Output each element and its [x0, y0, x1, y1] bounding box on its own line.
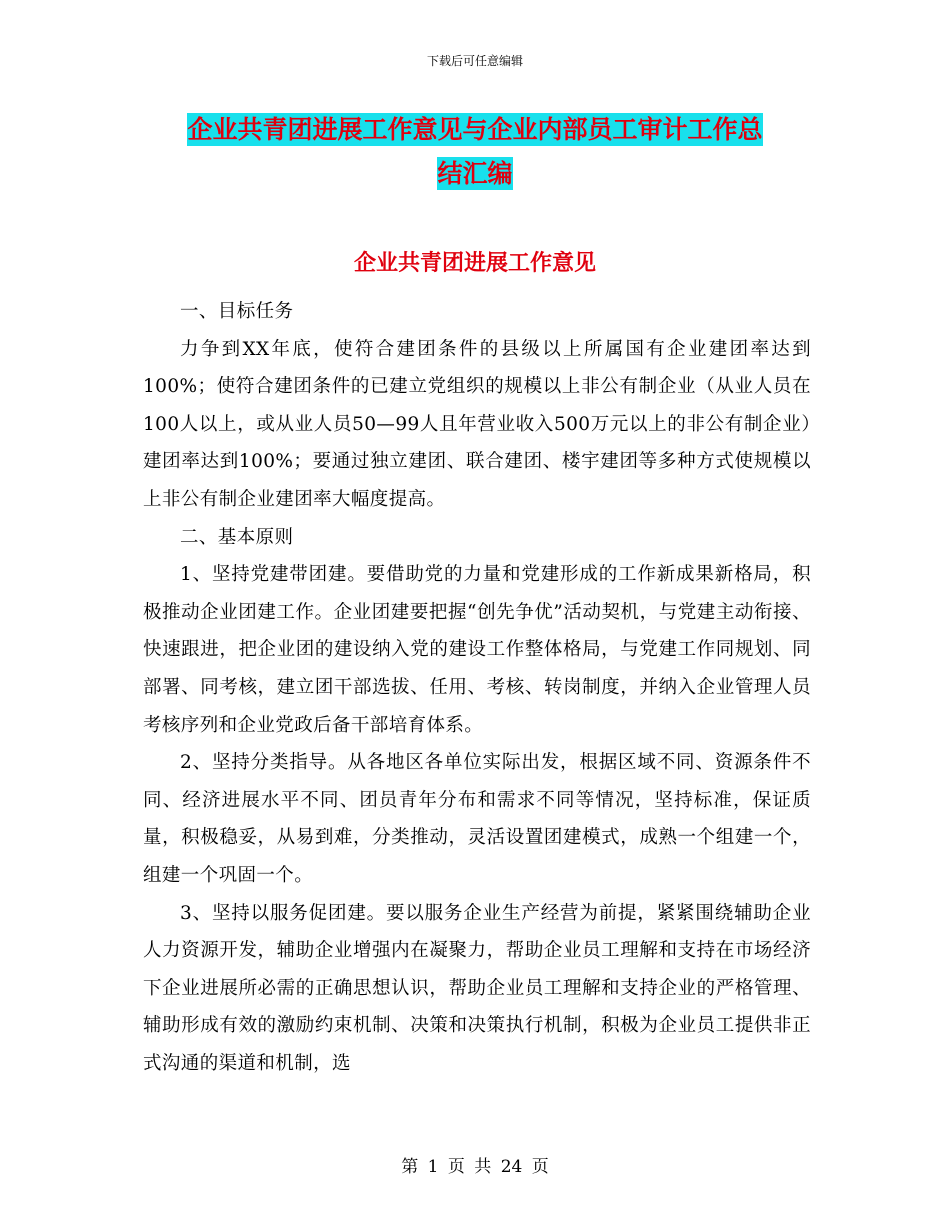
page-number-footer: 第 1 页 共 24 页 — [401, 1157, 549, 1177]
document-body — [143, 293, 811, 1082]
heading-principles: 二、基本原则 — [180, 526, 294, 548]
paragraph-principle-2: 2、坚持分类指导。从各地区各单位实际出发，根据区域不同、资源条件不同、经济进展水平不同、团员青年分布和需求不同等情况，坚持标准，保证质量，积极稳妥，从易到难，分类推动，灵活设置团建模式，成熟一个组建一个，组建一个巩固一个。 — [143, 752, 811, 886]
paragraph-principle-1: 1、坚持党建带团建。要借助党的力量和党建形成的工作新成果新格局，积极推动企业团建工作。企业团建要把握“创先争优”活动契机，与党建主动衔接、快速跟进，把企业团的建设纳入党的建设工作整体格局，与党建工作同规划、同部署、同考核，建立团干部选拔、任用、考核、转岗制度，并纳入企业管理人员考核序列和企业党政后备干部培育体系。 — [143, 564, 811, 736]
document-title-line-1: 企业共青团进展工作意见与企业内部员工审计工作总 — [187, 115, 763, 144]
paragraph-goals: 力争到XX年底，使符合建团条件的县级以上所属国有企业建团率达到100%；使符合建团条件的已建立党组织的规模以上非公有制企业（从业人员在100人以上，或从业人员50—99人且年营业收入500万元以上的非公有制企业）建团率达到100%；要通过独立建团、联合建团、楼宇建团等多种方式使规模以上非公有制企业建团率大幅度提高。 — [143, 338, 811, 510]
document-title — [130, 108, 820, 196]
section-title: 企业共青团进展工作意见 — [353, 251, 596, 276]
heading-goals: 一、目标任务 — [180, 301, 294, 322]
paragraph-principle-3: 3、坚持以服务促团建。要以服务企业生产经营为前提，紧紧围绕辅助企业人力资源开发，辅助企业增强内在凝聚力，帮助企业员工理解和支持在市场经济下企业进展所必需的正确思想认识，帮助企业员工理解和支持企业的严格管理、辅助形成有效的激励约束机制、决策和决策执行机制，积极为企业员工提供非正式沟通的渠道和机制，选 — [143, 902, 811, 1074]
document-title-line-2: 结汇编 — [437, 159, 513, 188]
header-note: 下载后可任意编辑 — [426, 54, 523, 68]
